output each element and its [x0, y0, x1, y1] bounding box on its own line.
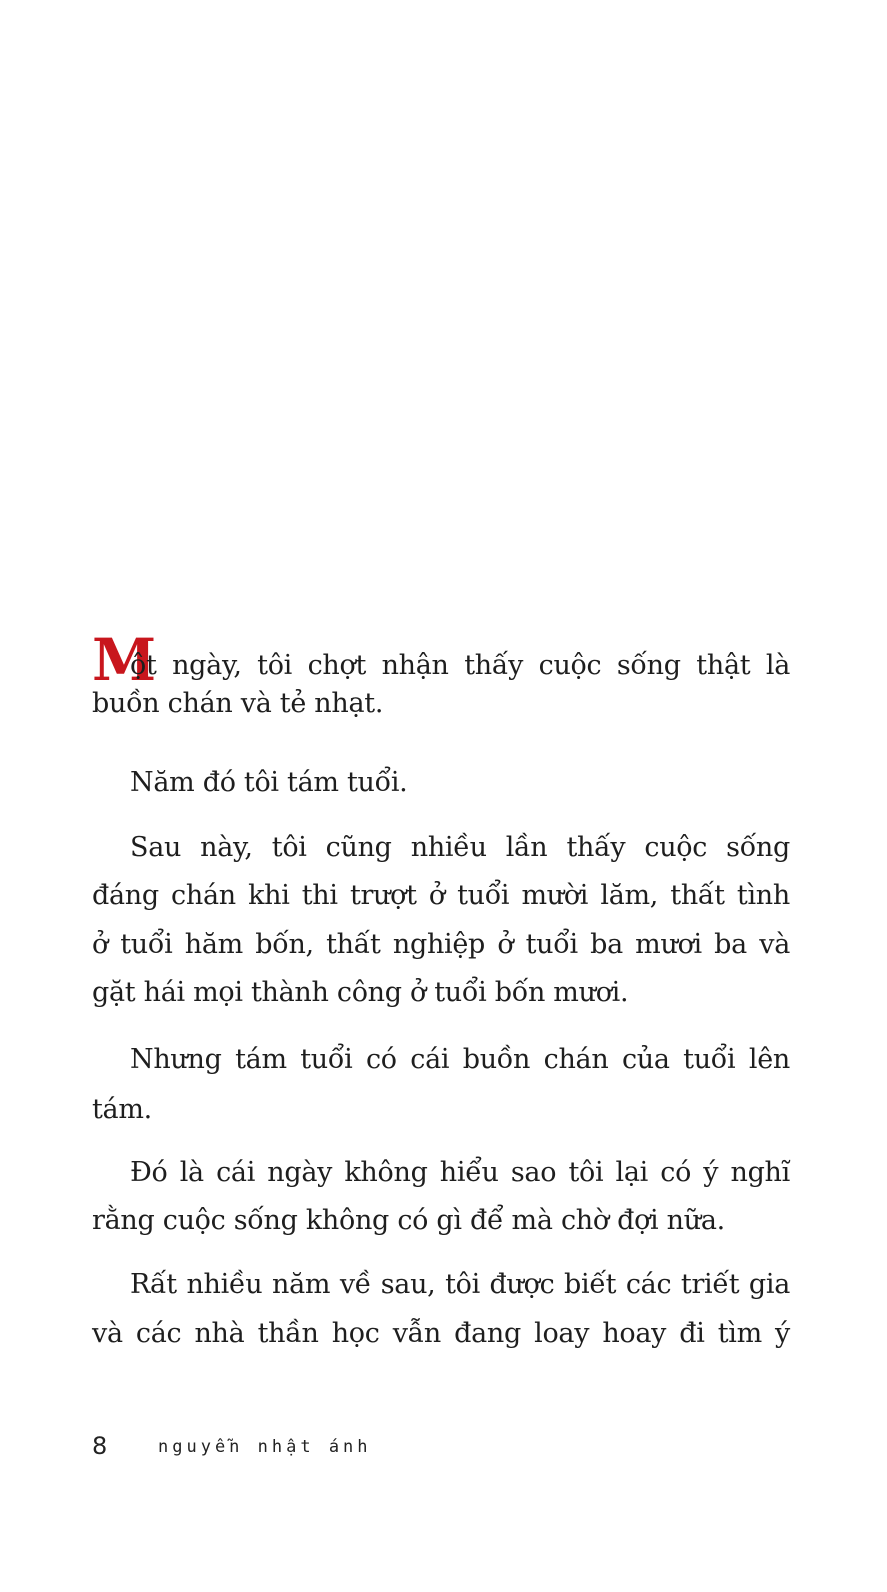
running-footer-author: nguyễn nhật ánh	[158, 1437, 372, 1457]
text-line: ở tuổi hăm bốn, thất nghiệp ở tuổi ba mươi ba và	[92, 929, 790, 960]
text-line: tám.	[92, 1094, 152, 1125]
page-number: 8	[92, 1432, 108, 1460]
text-line: và các nhà thần học vẫn đang loay hoay đi tìm ý	[92, 1318, 790, 1349]
text-line: Đó là cái ngày không hiểu sao tôi lại có ý nghĩ	[130, 1157, 790, 1188]
text-line: Nhưng tám tuổi có cái buồn chán của tuổi lên	[130, 1044, 790, 1075]
text-line: đáng chán khi thi trượt ở tuổi mười lăm, thất tình	[92, 880, 790, 911]
text-line: gặt hái mọi thành công ở tuổi bốn mươi.	[92, 977, 629, 1008]
text-line: buồn chán và tẻ nhạt.	[92, 688, 384, 719]
text-line: rằng cuộc sống không có gì để mà chờ đợi nữa.	[92, 1205, 725, 1236]
text-line: ột ngày, tôi chợt nhận thấy cuộc sống thật là	[130, 650, 790, 681]
text-line: Rất nhiều năm về sau, tôi được biết các triết gia	[130, 1269, 790, 1300]
text-line: Sau này, tôi cũng nhiều lần thấy cuộc sống	[130, 832, 790, 863]
drop-cap: M	[92, 626, 153, 694]
text-line: Năm đó tôi tám tuổi.	[130, 767, 408, 798]
